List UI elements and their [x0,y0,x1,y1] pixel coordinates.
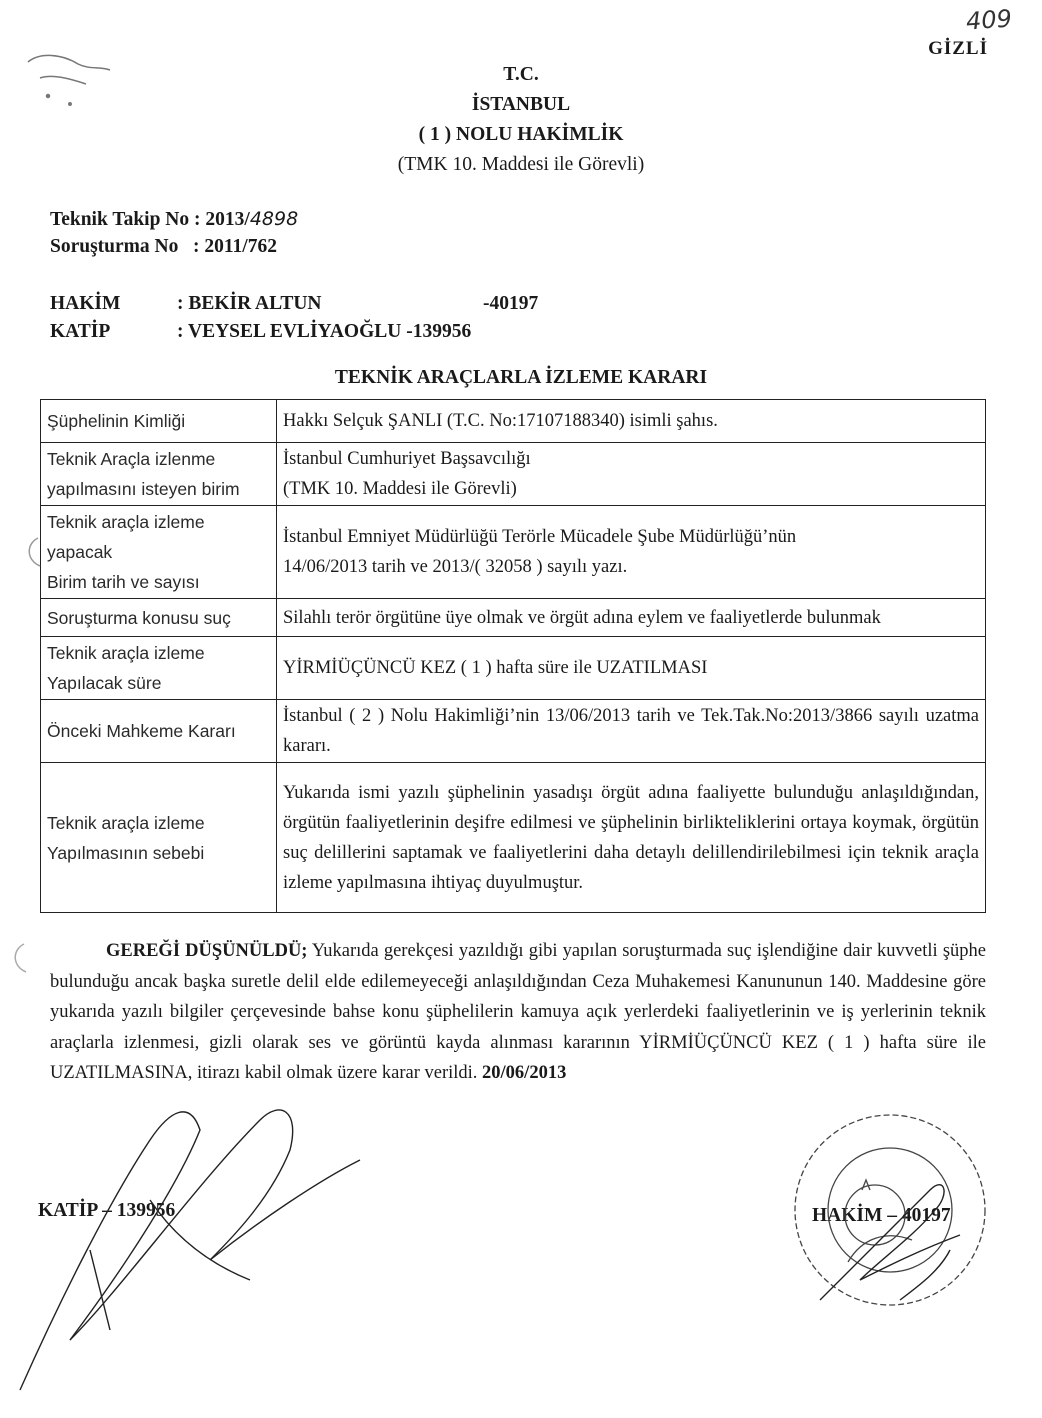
tracking-value: : 2013/ [194,209,250,230]
decision-lead: GEREĞİ DÜŞÜNÜLDÜ; [106,941,308,961]
tracking-handwritten: 4898 [249,208,299,230]
reason-value: Yukarıda ismi yazılı şüphelinin yasadışı örgüt adına faaliyette bulunduğu anlaşıldığından, örgütün faaliyetlerinin deşifre edilmesi ve şüphelinin birlikteliklerini ortaya koymak, örgütün suç delillerini saptamak ve faaliyetlerini daha detaylı delillendirilebilmesi için teknik araçla izleme yapılmasına ihtiyaç duyulmuştur. [277,763,986,913]
judge-role: HAKİM [50,293,121,314]
requester-label-line-1: Teknik Araçla izlenme [47,449,216,469]
header-line-4: (TMK 10. Maddesi ile Görevli) [397,154,645,175]
decision-date: 20/06/2013 [477,1063,567,1083]
punch-hole-mark [15,944,26,972]
duration-label-line-2: Yapılacak süre [47,673,162,693]
suspect-label: Şüphelinin Kimliği [41,400,277,443]
reason-label-line-2: Yapılmasının sebebi [47,842,205,863]
classification-label: GİZLİ [928,38,988,59]
decision-title: TEKNİK ARAÇLARLA İZLEME KARARI [334,367,708,388]
requester-value-line-1: İstanbul Cumhuriyet Başsavcılığı [283,449,531,469]
duration-label-line-1: Teknik araçla izleme [47,643,205,663]
previous-value: İstanbul ( 2 ) Nolu Hakimliği’nin 13/06/2013 tarih ve Tek.Tak.No:2013/3866 sayılı uzatma kararı. [277,700,986,763]
unit-label-line-3: Birim tarih ve sayısı [47,572,200,592]
requester-value-line-2: (TMK 10. Maddesi ile Görevli) [283,479,517,499]
header-line-1: T.C. [503,64,539,85]
unit-value-line-1: İstanbul Emniyet Müdürlüğü Terörle Mücadele Şube Müdürlüğü’nün [283,527,797,547]
previous-label: Önceki Mahkeme Kararı [41,700,277,763]
judge-name: : BEKİR ALTUN [177,293,322,314]
judge-signature [820,1185,960,1300]
page-number: 409 [965,4,1013,36]
punch-hole-mark [29,538,40,566]
header-line-2: İSTANBUL [471,94,571,115]
reason-label-line-1: Teknik araçla izleme [47,812,205,833]
investigation-value: : 2011/762 [193,236,277,257]
clerk-signature [20,1110,360,1390]
clerk-role: KATİP [50,321,111,342]
requester-label-line-2: yapılmasını isteyen birim [47,479,240,499]
investigation-label: Soruşturma No [50,236,179,257]
duration-value: YİRMİÜÇÜNCÜ KEZ ( 1 ) hafta süre ile UZATILMASI [277,637,986,700]
judge-signature-label: HAKİM – 40197 [812,1205,951,1226]
clerk-signature-label: KATİP – 139956 [38,1200,176,1221]
unit-label-line-1: Teknik araçla izleme [47,512,205,532]
judge-number: -40197 [483,293,539,314]
clerk-line: : VEYSEL EVLİYAOĞLU -139956 [177,321,472,342]
scan-smudge [28,55,110,105]
unit-value-line-2: 14/06/2013 tarih ve 2013/( 32058 ) sayılı yazı. [283,557,628,577]
crime-label: Soruşturma konusu suç [41,599,277,637]
crime-value: Silahlı terör örgütüne üye olmak ve örgüt adına eylem ve faaliyetlerde bulunmak [277,599,986,637]
tracking-label: Teknik Takip No [50,209,190,230]
decision-body: Yukarıda gerekçesi yazıldığı gibi yapılan soruşturmada suç işlendiğine dair kuvvetli şüphe bulunduğu ancak başka suretle delil elde edilemeyeceği anlaşıldığından Ceza Muhakemesi Kanununun 140. Maddesine göre yukarıda yazılı bilgiler çerçevesinde bahse konu şüphelilerin kamuya açık yerlerdeki faaliyetlerinin ve iş yerlerinin teknik araçlarla izlenmesi, gizli olarak ses ve görüntü kayda alınması kararının YİRMİÜÇÜNCÜ KEZ ( 1 ) hafta süre ile UZATILMASINA, itirazı kabil olmak üzere karar verildi. [50,941,986,1083]
header-line-3: ( 1 ) NOLU HAKİMLİK [418,124,624,145]
suspect-value: Hakkı Selçuk ŞANLI (T.C. No:17107188340) isimli şahıs. [277,400,986,443]
official-seal [795,1115,985,1305]
unit-label-line-2: yapacak [47,542,113,562]
